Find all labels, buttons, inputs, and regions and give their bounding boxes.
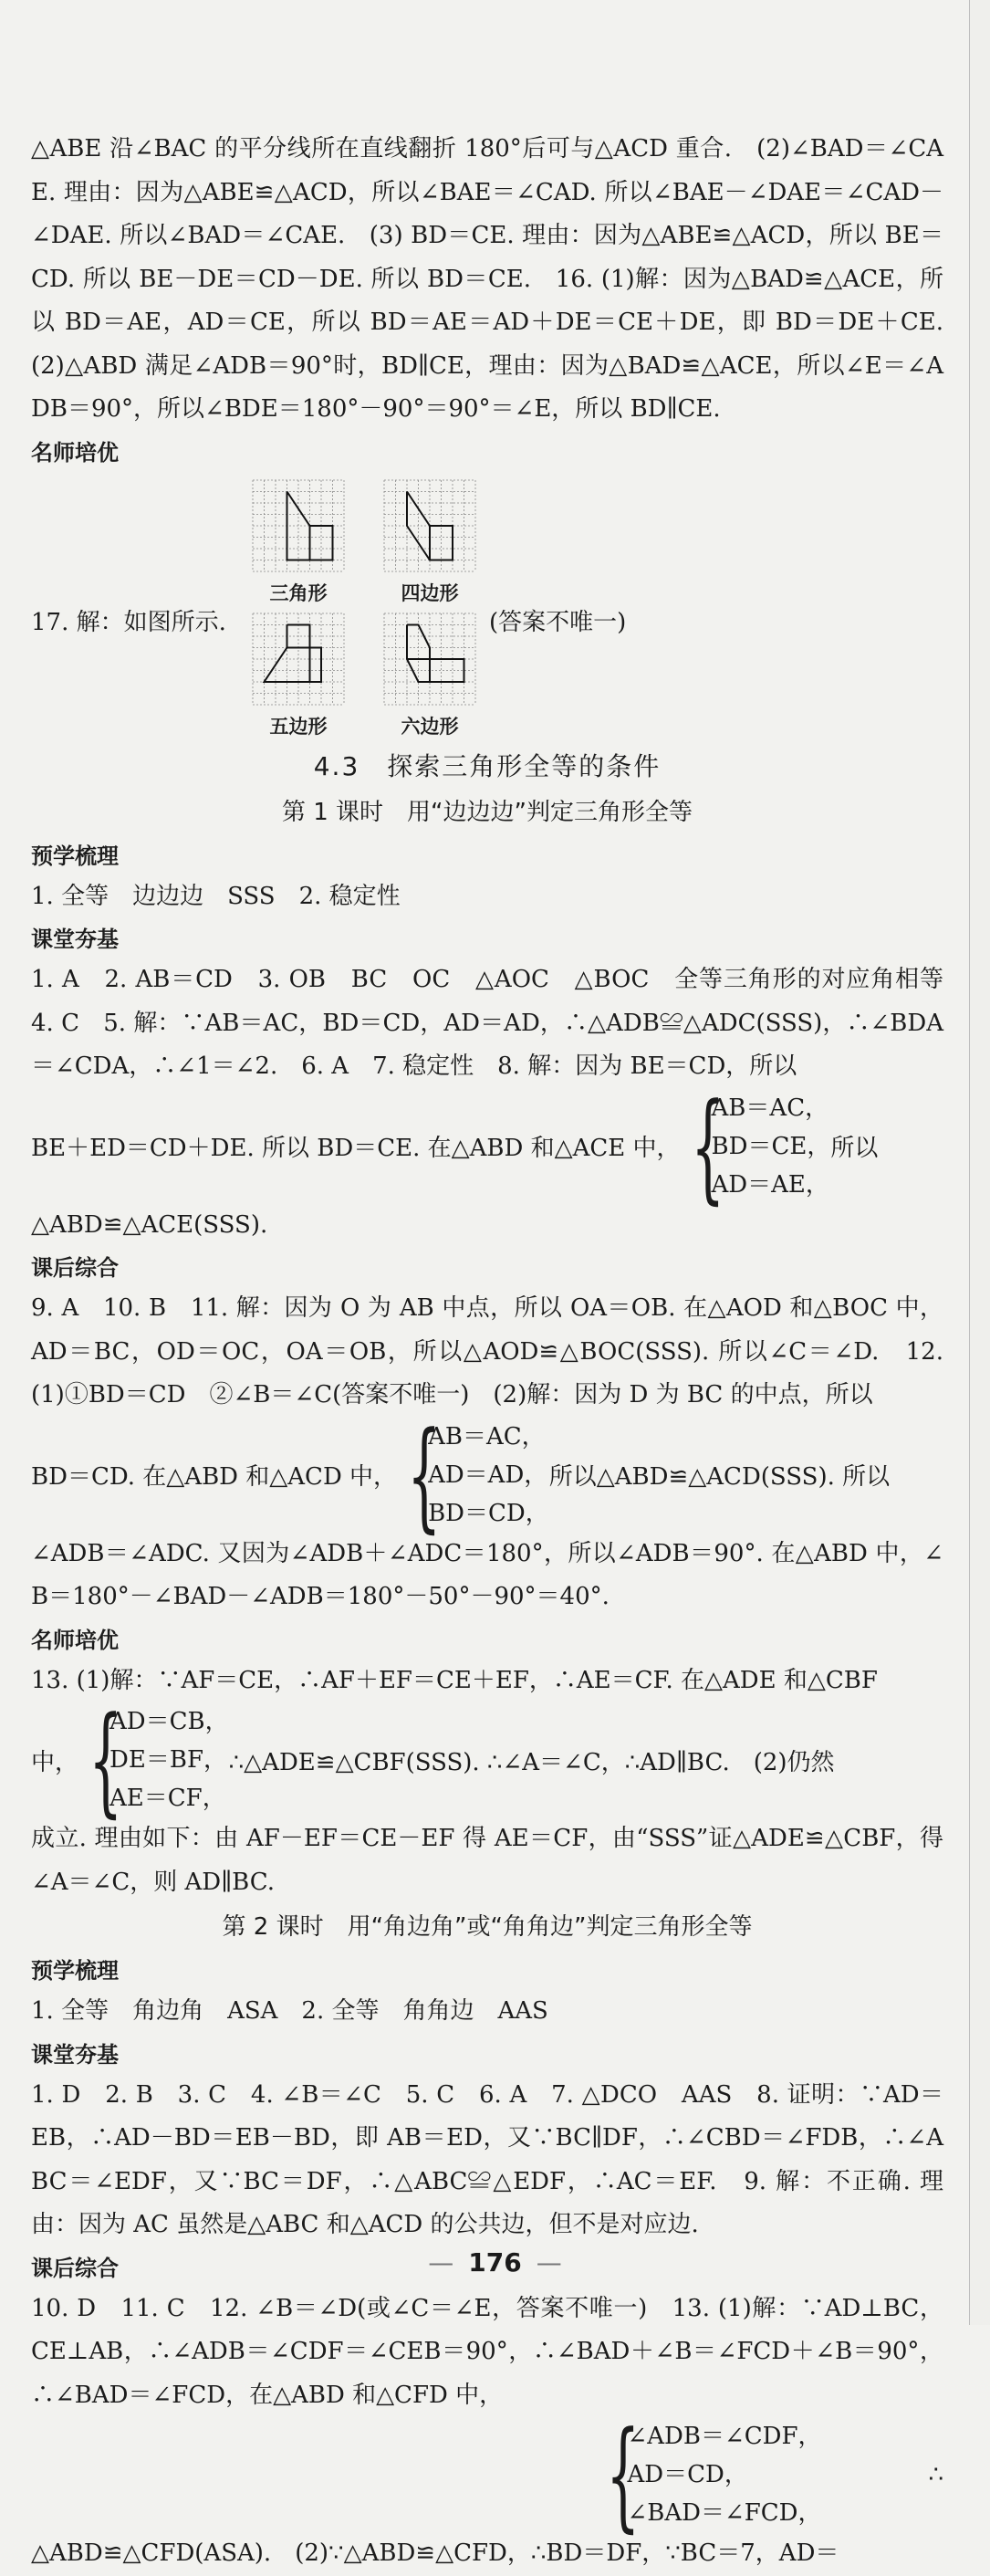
- grid-figure-hexagon: [380, 609, 480, 709]
- preview-1-answers: 1. 全等 边边边 SSS 2. 稳定性: [31, 882, 401, 910]
- after-1-brace-block: [31, 1405, 943, 1545]
- left-brace: {: [690, 1076, 724, 1216]
- condition: ∠ADB＝∠CDF，: [627, 2423, 822, 2450]
- q17-answer: [31, 472, 943, 740]
- condition: BD＝CD，: [428, 1499, 549, 1527]
- class-2-answers: 1. D 2. B 3. C 4. ∠B＝∠C 5. C 6. A 7. △DCO AAS 8. 证明：∵AD＝EB，∴AD－BD＝EB－BD，即 AB＝ED，又∵BC∥DF，∴∠CBD＝∠FDB，∴∠ABC＝∠EDF，又∵BC＝DF，∴△ABC≌△EDF，∴AC＝EF. 9. 解：不正确. 理由：因为 AC 虽然是△ABC 和△ACD 的公共边，但不是对应边.: [31, 2080, 943, 2238]
- condition: AB＝AC，: [428, 1422, 546, 1450]
- heading-after-2: 课后综合: [31, 2255, 119, 2281]
- brace-lead: BE＋ED＝CD＋DE. 所以 BD＝CE. 在△ABD 和△ACE 中，: [31, 1135, 681, 1162]
- condition-stack: [428, 1418, 549, 1533]
- dash-left: —: [428, 2247, 454, 2278]
- brace-lead: BD＝CD. 在△ABD 和△ACD 中，: [31, 1463, 398, 1491]
- figure-hexagon: [370, 609, 489, 740]
- figure-caption: 六边形: [401, 715, 459, 738]
- grid-figure-triangle: [248, 476, 349, 576]
- heading-best-1: 名师培优: [31, 1627, 119, 1653]
- condition: AD＝AD，: [428, 1461, 548, 1489]
- best-1-answers: 13. (1)解：∵AF＝CE，∴AF＋EF＝CE＋EF，∴AE＝CF. 在△ADE 和△CBF: [31, 1666, 878, 1694]
- left-brace: {: [89, 1691, 123, 1829]
- best-1-conclusion: 成立. 理由如下：由 AF－EF＝CE－EF 得 AE＝CF，由“SSS”证△ADE≌△CBF，得∠A＝∠C，则 AD∥BC.: [31, 1825, 943, 1896]
- after-2-conclusion: △ABD≌△CFD(ASA). (2)∵△ABD≌△CFD，∴BD＝DF，∵BC＝7，AD＝: [31, 2539, 839, 2567]
- condition: BD＝CE，: [711, 1132, 831, 1160]
- q17-figures: [239, 476, 489, 740]
- condition: AE＝CF，: [109, 1785, 226, 1812]
- class-1-brace-block: [31, 1076, 943, 1216]
- after-2-answers: 10. D 11. C 12. ∠B＝∠D(或∠C＝∠E，答案不唯一) 13. (1)解：∵AD⊥BC，CE⊥AB，∴∠ADB＝∠CDF＝∠CEB＝90°，∴∠BAD＋∠B＝∠FCD＋∠B＝90°，∴∠BAD＝∠FCD，在△ABD 和△CFD 中，: [31, 2294, 943, 2409]
- q17-note: (答案不唯一): [489, 608, 627, 636]
- figure-pentagon: [239, 609, 358, 740]
- condition-stack: [109, 1702, 229, 1817]
- best-1-brace-block: [31, 1691, 943, 1829]
- figure-quadrilateral: [370, 476, 489, 607]
- brace-trail: 所以△ABD≌△ACD(SSS). 所以: [548, 1463, 891, 1491]
- page-number: [0, 2247, 990, 2278]
- section-heading-best: 名师培优: [31, 439, 119, 466]
- brace-trail: 所以: [830, 1135, 879, 1162]
- lesson-2-title: 第 2 课时 用“角边角”或“角角边”判定三角形全等: [222, 1913, 753, 1941]
- heading-preview-1: 预学梳理: [31, 843, 119, 869]
- condition-stack: [627, 2417, 901, 2532]
- figure-caption: 四边形: [401, 581, 459, 604]
- heading-preview-2: 预学梳理: [31, 1958, 119, 1984]
- after-2-block: [31, 2288, 943, 2418]
- intro-paragraph: △ABE 沿∠BAC 的平分线所在直线翻折 180°后可与△ACD 重合. (2)∠BAD＝∠CAE. 理由：因为△ABE≌△ACD，所以∠BAE＝∠CAD. 所以∠BAE－∠DAE＝∠CAD－∠DAE. 所以∠BAD＝∠CAE. (3) BD＝CE. 理由：因为△ABE≌△ACD，所以 BE＝CD. 所以 BE－DE＝CD－DE. 所以 BD＝CE. 16. (1)解：因为△BAD≌△ACE，所以 BD＝AE，AD＝CE，所以 BD＝AE＝AD＋DE＝CE＋DE，即 BD＝DE＋CE. (2)△ABD 满足∠ADB＝90°时，BD∥CE，理由：因为△BAD≌△ACE，所以∠E＝∠ADB＝90°，所以∠BDE＝180°－90°＝90°＝∠E，所以 BD∥CE.: [31, 135, 968, 423]
- section-title: 4.3 探索三角形全等的条件: [313, 750, 662, 781]
- page-number-value: 176: [468, 2247, 522, 2278]
- after-1-answers: 9. A 10. B 11. 解：因为 O 为 AB 中点，所以 OA＝OB. 在△AOD 和△BOC 中，AD＝BC，OD＝OC，OA＝OB，所以△AOD≌△BOC(SSS). 所以∠C＝∠D. 12. (1)①BD＝CD ②∠B＝∠C(答案不唯一) (2)解：因为 D 为 BC 的中点，所以: [31, 1294, 943, 1408]
- condition: AD＝CD，: [627, 2461, 748, 2488]
- adjacent-page-edge: [969, 0, 990, 2325]
- condition: ∠BAD＝∠FCD，: [627, 2499, 822, 2527]
- brace-lead: 中，: [31, 1748, 79, 1776]
- after-1-conclusion: ∠ADB＝∠ADC. 又因为∠ADB＋∠ADC＝180°，所以∠ADB＝90°. 在△ABD 中，∠B＝180°－∠BAD－∠ADB＝180°－50°－90°＝40°.: [31, 1539, 943, 1610]
- heading-class-1: 课堂夯基: [31, 927, 119, 952]
- condition: AD＝AE，: [711, 1170, 829, 1199]
- figure-triangle: [239, 476, 358, 607]
- condition-stack: [712, 1089, 831, 1204]
- left-brace: {: [606, 2405, 641, 2544]
- condition: AD＝CB，: [109, 1708, 229, 1735]
- brace-trail: ∴△ADE≌△CBF(SSS). ∴∠A＝∠C，∴AD∥BC. (2)仍然: [228, 1748, 835, 1776]
- heading-class-2: 课堂夯基: [31, 2041, 119, 2068]
- figure-caption: 五边形: [269, 715, 328, 738]
- dash-right: —: [536, 2247, 562, 2278]
- preview-2-answers: 1. 全等 角边角 ASA 2. 全等 角角边 AAS: [31, 1997, 548, 2025]
- brace-trail: ∴: [928, 2461, 943, 2488]
- condition: DE＝BF，: [109, 1746, 227, 1774]
- condition: AB＝AC，: [711, 1094, 829, 1122]
- grid-figure-pentagon: [248, 609, 349, 709]
- after-2-brace-block: [31, 2405, 943, 2544]
- main-column: [31, 128, 968, 2576]
- q17-label: 17. 解：如图所示.: [31, 608, 226, 636]
- grid-figure-quadrilateral: [380, 476, 480, 576]
- figure-caption: 三角形: [269, 581, 328, 604]
- class-1-conclusion: △ABD≌△ACE(SSS).: [31, 1210, 268, 1239]
- lesson-1-title: 第 1 课时 用“边边边”判定三角形全等: [281, 798, 693, 826]
- class-1-answers: 1. A 2. AB＝CD 3. OB BC OC △AOC △BOC 全等三角形的对应角相等 4. C 5. 解：∵AB＝AC，BD＝CD，AD＝AD，∴△ADB≌△ADC(SSS)，∴∠BDA＝∠CDA，∴∠1＝∠2. 6. A 7. 稳定性 8. 解：因为 BE＝CD，所以: [31, 966, 968, 1080]
- heading-after-1: 课后综合: [31, 1255, 119, 1281]
- left-brace: {: [407, 1405, 442, 1545]
